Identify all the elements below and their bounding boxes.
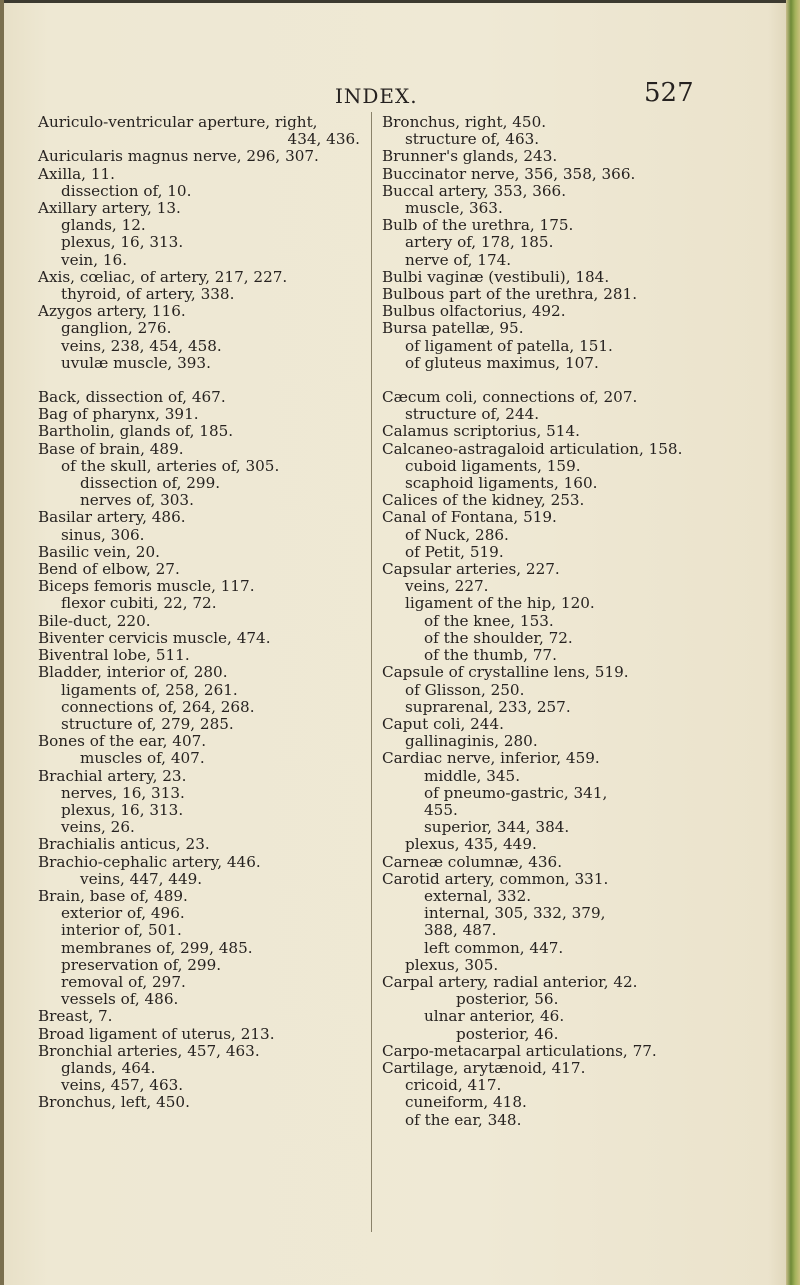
index-subentry: left common, 447.: [424, 938, 564, 957]
index-subentry: posterior, 56.: [456, 990, 559, 1009]
index-subentry: structure of, 463.: [405, 130, 540, 149]
index-subentry: sinus, 306.: [61, 525, 145, 544]
index-entry: Basilic vein, 20.: [38, 542, 160, 561]
running-head: INDEX.: [335, 84, 418, 108]
index-entry: Brachio-cephalic artery, 446.: [38, 852, 261, 871]
index-subentry: of Petit, 519.: [405, 542, 504, 561]
index-subentry: ganglion, 276.: [61, 319, 172, 338]
index-entry: Auriculo-ventricular aperture, right,: [38, 113, 318, 131]
index-subentry: vessels of, 486.: [61, 990, 179, 1009]
index-subentry: scaphoid ligaments, 160.: [405, 474, 598, 493]
index-subentry: veins, 447, 449.: [80, 869, 203, 888]
index-entry: Bladder, interior of, 280.: [38, 663, 228, 682]
index-subentry: of pneumo-gastric, 341,: [424, 783, 608, 802]
index-subentry: nerves of, 303.: [80, 491, 194, 510]
index-entry: Brachialis anticus, 23.: [38, 835, 210, 854]
index-entry: Calices of the kidney, 253.: [382, 491, 585, 510]
index-subentry: glands, 464.: [61, 1058, 156, 1077]
section-gap: [38, 372, 360, 389]
index-entry: Breast, 7.: [38, 1007, 113, 1026]
index-entry: Base of brain, 489.: [38, 439, 184, 458]
index-subentry: removal of, 297.: [61, 972, 186, 991]
index-entry: Bartholin, glands of, 185.: [38, 422, 234, 441]
index-subentry: dissection of, 10.: [61, 181, 192, 200]
index-entry: Cartilage, arytænoid, 417.: [382, 1058, 586, 1077]
index-entry: Calamus scriptorius, 514.: [382, 422, 580, 441]
index-subentry: internal, 305, 332, 379,: [424, 904, 606, 923]
index-column-right: [382, 114, 782, 1129]
index-subentry: veins, 238, 454, 458.: [61, 336, 222, 355]
index-subentry: preservation of, 299.: [61, 955, 222, 974]
index-subentry: veins, 26.: [61, 818, 135, 837]
index-subentry: superior, 344, 384.: [424, 818, 570, 837]
index-subentry: of the knee, 153.: [424, 611, 554, 630]
index-entry: Carpo-metacarpal articulations, 77.: [382, 1041, 657, 1060]
index-subentry: of the skull, arteries of, 305.: [61, 456, 280, 475]
index-entry: Bag of pharynx, 391.: [38, 405, 199, 424]
index-entry: Carpal artery, radial anterior, 42.: [382, 972, 638, 991]
index-entry: Bulbi vaginæ (vestibuli), 184.: [382, 267, 610, 286]
index-entry: Bile-duct, 220.: [38, 611, 151, 630]
index-subentry: plexus, 16, 313.: [61, 233, 184, 252]
index-subentry: of Glisson, 250.: [405, 680, 525, 699]
book-spine-edge: [786, 0, 800, 1285]
index-subentry: veins, 457, 463.: [61, 1076, 184, 1095]
index-subentry: muscle, 363.: [405, 199, 503, 218]
index-entry: Buccinator nerve, 356, 358, 366.: [382, 164, 636, 183]
index-entry: Back, dissection of, 467.: [38, 388, 226, 407]
index-entry: Bulb of the urethra, 175.: [382, 216, 574, 235]
index-subentry: gallinaginis, 280.: [405, 732, 538, 751]
index-entry: Azygos artery, 116.: [38, 302, 186, 321]
index-entry: Capsule of crystalline lens, 519.: [382, 663, 629, 682]
index-subentry: nerve of, 174.: [405, 250, 512, 269]
index-entry: Caput coli, 244.: [382, 714, 504, 733]
index-entry: Bones of the ear, 407.: [38, 732, 207, 751]
index-entry: Biventer cervicis muscle, 474.: [38, 628, 271, 647]
index-entry: Axis, cœliac, of artery, 217, 227.: [38, 267, 288, 286]
index-subentry: plexus, 16, 313.: [61, 800, 184, 819]
index-subentry: glands, 12.: [61, 216, 146, 235]
index-subentry: structure of, 244.: [405, 405, 540, 424]
index-subentry: posterior, 46.: [456, 1024, 559, 1043]
index-entry: Bronchial arteries, 457, 463.: [38, 1041, 260, 1060]
index-subentry: structure of, 279, 285.: [61, 714, 234, 733]
index-entry: Capsular arteries, 227.: [382, 560, 560, 579]
index-entry: Cardiac nerve, inferior, 459.: [382, 749, 600, 768]
index-subentry: nerves, 16, 313.: [61, 783, 185, 802]
index-subentry: artery of, 178, 185.: [405, 233, 554, 252]
scan-left-edge: [0, 0, 4, 1285]
index-entry: Cæcum coli, connections of, 207.: [382, 388, 638, 407]
index-entry: Brachial artery, 23.: [38, 766, 187, 785]
page-number: 527: [644, 78, 694, 108]
index-subentry: flexor cubiti, 22, 72.: [61, 594, 217, 613]
index-entry: Bronchus, right, 450.: [382, 113, 547, 131]
index-subentry: of the ear, 348.: [405, 1110, 522, 1129]
index-subentry: vein, 16.: [61, 250, 128, 269]
index-subentry: exterior of, 496.: [61, 904, 185, 923]
index-entry: Brunner's glands, 243.: [382, 147, 558, 166]
index-subentry: suprarenal, 233, 257.: [405, 697, 571, 716]
index-entry: Bursa patellæ, 95.: [382, 319, 524, 338]
scan-top-edge: [0, 0, 800, 3]
index-subentry: thyroid, of artery, 338.: [61, 285, 235, 304]
index-subentry: ulnar anterior, 46.: [424, 1007, 565, 1026]
index-entry: Brain, base of, 489.: [38, 886, 188, 905]
index-subentry: 455.: [424, 800, 458, 819]
index-subentry: of the thumb, 77.: [424, 646, 557, 665]
index-subentry: uvulæ muscle, 393.: [61, 353, 211, 372]
index-subentry: connections of, 264, 268.: [61, 697, 255, 716]
index-column-left: [38, 114, 360, 1112]
index-subentry: veins, 227.: [405, 577, 489, 596]
index-subentry: external, 332.: [424, 886, 532, 905]
index-subentry: of ligament of patella, 151.: [405, 336, 613, 355]
index-entry: Axillary artery, 13.: [38, 199, 181, 218]
index-entry: Broad ligament of uterus, 213.: [38, 1024, 275, 1043]
index-subentry: plexus, 305.: [405, 955, 499, 974]
index-subentry: cuboid ligaments, 159.: [405, 456, 581, 475]
index-subentry: 434, 436.: [287, 130, 360, 149]
index-subentry: plexus, 435, 449.: [405, 835, 537, 854]
index-subentry: membranes of, 299, 485.: [61, 938, 253, 957]
index-entry: Buccal artery, 353, 366.: [382, 181, 567, 200]
index-entry: Bronchus, left, 450.: [38, 1093, 190, 1112]
index-entry: Carneæ columnæ, 436.: [382, 852, 563, 871]
section-gap: [382, 372, 782, 389]
column-rule: [371, 112, 372, 1232]
index-entry: Bend of elbow, 27.: [38, 560, 180, 579]
index-entry: Bulbus olfactorius, 492.: [382, 302, 566, 321]
index-subentry: muscles of, 407.: [80, 749, 205, 768]
index-subentry: ligament of the hip, 120.: [405, 594, 595, 613]
index-entry: Calcaneo-astragaloid articulation, 158.: [382, 439, 683, 458]
index-subentry: of gluteus maximus, 107.: [405, 353, 599, 372]
index-entry: Biventral lobe, 511.: [38, 646, 190, 665]
index-subentry: of Nuck, 286.: [405, 525, 509, 544]
index-subentry: interior of, 501.: [61, 921, 182, 940]
index-subentry: 388, 487.: [424, 921, 497, 940]
index-entry: Carotid artery, common, 331.: [382, 869, 609, 888]
index-entry: Canal of Fontana, 519.: [382, 508, 557, 527]
index-subentry: cuneiform, 418.: [405, 1093, 527, 1112]
index-subentry: middle, 345.: [424, 766, 521, 785]
index-entry: Bulbous part of the urethra, 281.: [382, 285, 638, 304]
index-subentry: of the shoulder, 72.: [424, 628, 573, 647]
index-entry: Basilar artery, 486.: [38, 508, 186, 527]
index-subentry: ligaments of, 258, 261.: [61, 680, 238, 699]
index-subentry: cricoid, 417.: [405, 1076, 502, 1095]
index-entry: Biceps femoris muscle, 117.: [38, 577, 255, 596]
index-subentry: dissection of, 299.: [80, 474, 221, 493]
index-entry: Axilla, 11.: [38, 164, 115, 183]
index-entry: Auricularis magnus nerve, 296, 307.: [38, 147, 319, 166]
